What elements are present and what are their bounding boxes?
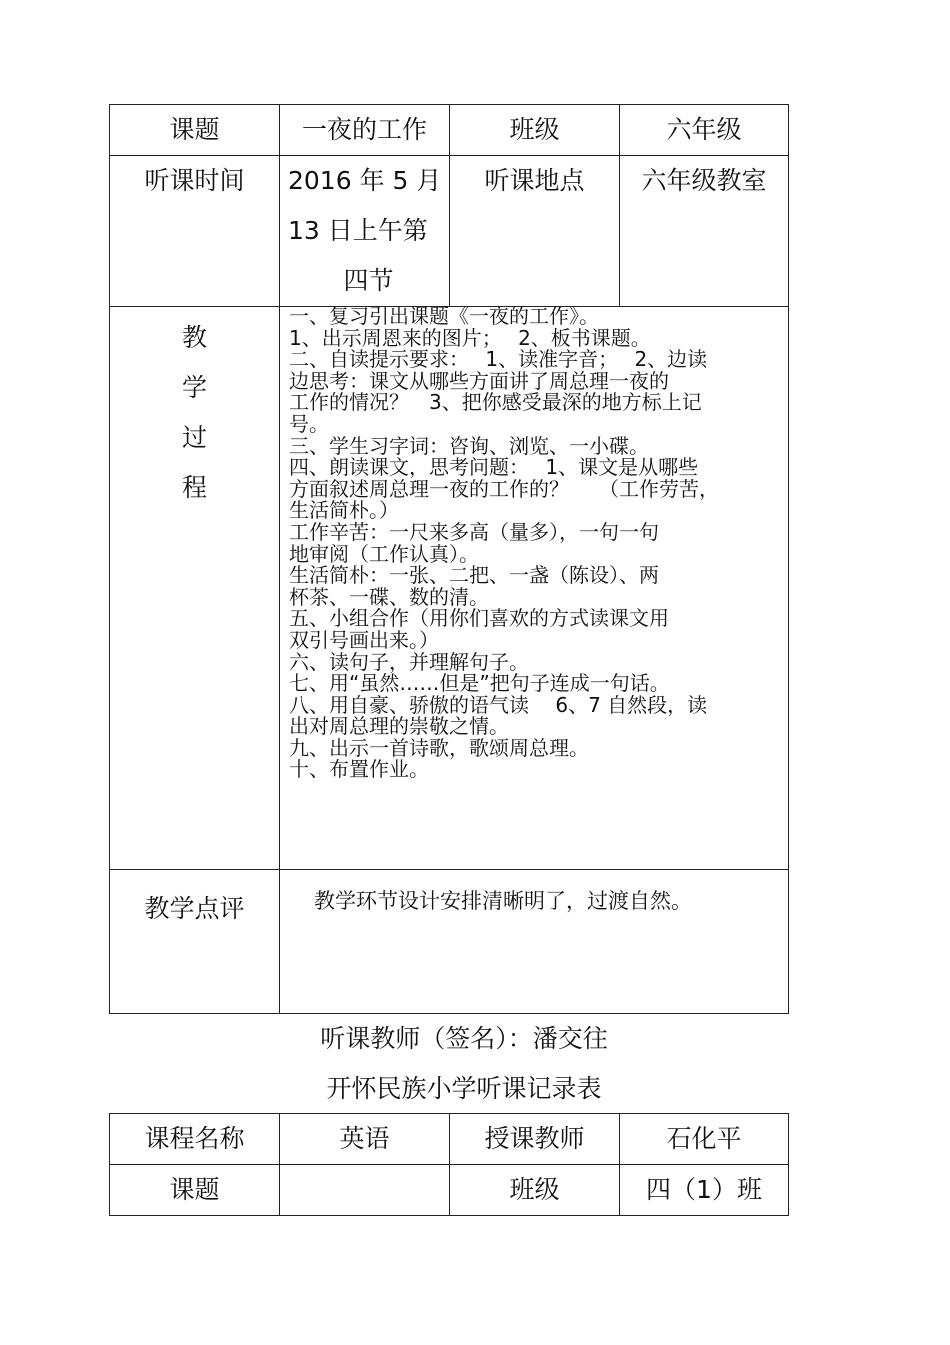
process-line: 六、读句子，并理解句子。 — [289, 649, 529, 674]
next-class-value: 四（1）班 — [620, 1165, 789, 1216]
next-class-label: 班级 — [450, 1165, 620, 1216]
time-label: 听课时间 — [110, 156, 280, 307]
process-line: 地审阅（工作认真）。 — [289, 541, 479, 566]
time-value — [280, 156, 450, 307]
next-topic-value — [280, 1165, 450, 1216]
process-line: 三、学生习字词：咨询、浏览、一小碟。 — [289, 433, 649, 458]
process-line: 出对周总理的崇敬之情。 — [289, 714, 509, 739]
process-line: 双引号画出来。） — [289, 627, 439, 652]
process-line: 五、小组合作（用你们喜欢的方式读课文用 — [289, 606, 669, 631]
process-line: 生活简朴：一张、二把、一盏（陈设）、两 — [289, 563, 659, 588]
topic-label: 课题 — [110, 105, 280, 156]
course-value: 英语 — [280, 1114, 450, 1165]
time-value-line: 四节 — [343, 266, 394, 295]
process-line: 四、朗读课文，思考问题： 1、课文是从哪些 — [289, 455, 699, 480]
process-line: 工作辛苦：一尺来多高（量多），一句一句 — [289, 519, 659, 544]
lesson-record-table — [109, 104, 789, 1014]
next-topic-label: 课题 — [110, 1165, 280, 1216]
class-label: 班级 — [450, 105, 620, 156]
process-line: 七、用“虽然……但是”把句子连成一句话。 — [289, 671, 670, 696]
process-label — [110, 307, 280, 870]
process-line: 十、布置作业。 — [289, 757, 429, 782]
process-line: 工作的情况？ 3、把你感受最深的地方标上记 — [289, 390, 702, 415]
process-line: 杯茶、一碟、数的清。 — [289, 584, 489, 609]
time-value-line: 13 日上午第 — [288, 216, 428, 245]
class-value: 六年级 — [620, 105, 789, 156]
process-label-char: 过 — [181, 423, 207, 452]
signature-line: 听课教师（签名）：潘交往 — [320, 1024, 608, 1053]
process-line: 生活简朴。） — [289, 498, 399, 523]
process-label-char: 学 — [181, 373, 207, 402]
teacher-value: 石化平 — [620, 1114, 789, 1165]
topic-value: 一夜的工作 — [280, 105, 450, 156]
process-label-char: 程 — [181, 473, 207, 502]
comment-value: 教学环节设计安排清晰明了，过渡自然。 — [280, 870, 789, 1014]
process-line: 九、出示一首诗歌，歌颂周总理。 — [289, 735, 589, 760]
next-form-title: 开怀民族小学听课记录表 — [326, 1074, 602, 1103]
next-record-table — [109, 1113, 789, 1216]
process-line: 1、出示周恩来的图片； 2、板书课题。 — [289, 325, 651, 350]
course-label: 课程名称 — [110, 1114, 280, 1165]
process-line: 一、复习引出课题《一夜的工作》。 — [289, 304, 599, 328]
comment-label: 教学点评 — [110, 870, 280, 1014]
process-line: 八、用自豪、骄傲的语气读 6、7 自然段，读 — [289, 692, 708, 717]
process-line: 号。 — [289, 411, 329, 436]
place-label: 听课地点 — [450, 156, 620, 307]
process-label-char: 教 — [181, 323, 207, 352]
process-line: 方面叙述周总理一夜的工作的？ （工作劳苦， — [289, 476, 719, 501]
process-content — [280, 304, 789, 870]
teacher-label: 授课教师 — [450, 1114, 620, 1165]
place-value: 六年级教室 — [620, 156, 789, 307]
process-line: 二、自读提示要求： 1、读准字音； 2、边读 — [289, 347, 708, 372]
time-value-line: 2016 年 5 月 — [288, 166, 442, 195]
process-line: 边思考：课文从哪些方面讲了周总理一夜的 — [289, 368, 669, 393]
